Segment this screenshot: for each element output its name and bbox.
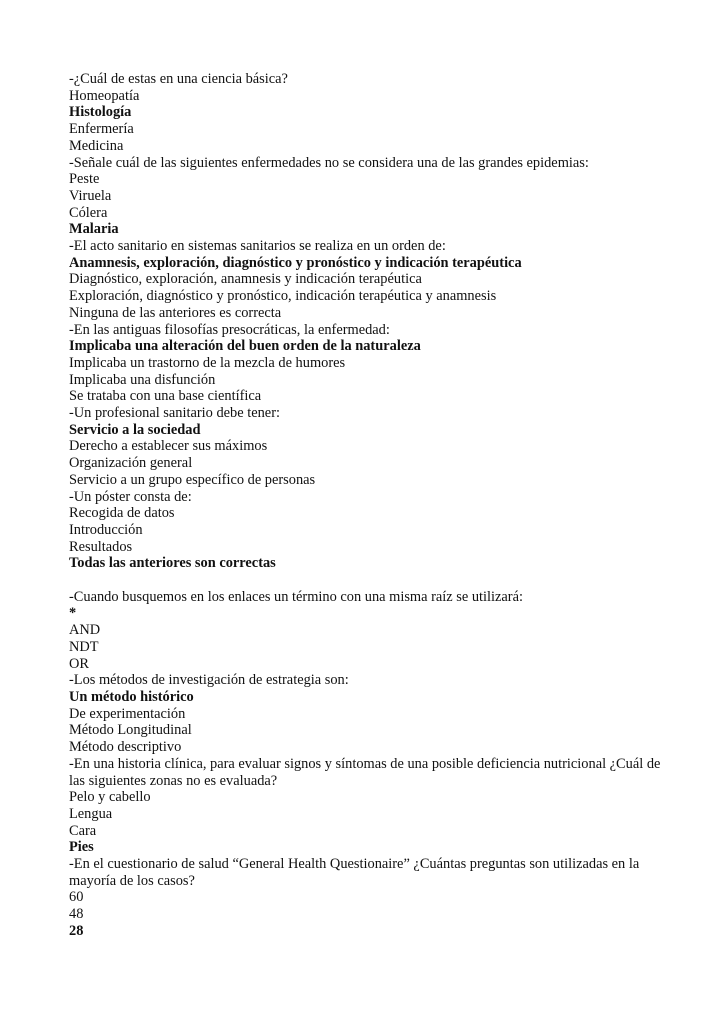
correct-answer: Pies <box>69 839 94 856</box>
answer-option: Implicaba una disfunción <box>69 371 216 388</box>
correct-answer: * <box>69 605 77 622</box>
correct-answer: Anamnesis, exploración, diagnóstico y pronóstico y indicación terapéutica <box>69 254 522 271</box>
answer-option: Homeopatía <box>69 87 140 104</box>
answer-option: Cólera <box>69 204 108 221</box>
correct-answer: Un método histórico <box>69 689 194 705</box>
question-text: -En las antiguas filosofías presocráticas, la enfermedad: <box>69 321 390 338</box>
question-block <box>69 405 669 489</box>
blank-line <box>69 572 669 589</box>
question-text: -En el cuestionario de salud “General Health Questionaire” ¿Cuántas preguntas son utilizadas en la mayoría de los casos? <box>69 856 640 889</box>
answer-option: Pelo y cabello <box>69 789 151 806</box>
question-text: -Los métodos de investigación de estrategia son: <box>69 672 349 689</box>
answer-option: Derecho a establecer sus máximos <box>69 438 268 455</box>
document-page <box>69 71 669 940</box>
question-text: -¿Cuál de estas en una ciencia básica? <box>69 71 288 87</box>
answer-option: Resultados <box>69 538 133 555</box>
question-block <box>69 71 669 155</box>
answer-option: Método descriptivo <box>69 739 182 756</box>
correct-answer: Servicio a la sociedad <box>69 421 201 438</box>
answer-option: Ninguna de las anteriores es correcta <box>69 304 282 321</box>
answer-option: Exploración, diagnóstico y pronóstico, indicación terapéutica y anamnesis <box>69 288 497 305</box>
answer-option: 60 <box>69 889 84 906</box>
question-block <box>69 856 669 940</box>
question-block <box>69 589 669 673</box>
answer-option: OR <box>69 655 89 672</box>
answer-option: Implicaba un trastorno de la mezcla de humores <box>69 354 346 371</box>
correct-answer: Malaria <box>69 221 119 238</box>
question-block <box>69 155 669 239</box>
correct-answer: Histología <box>69 104 132 121</box>
answer-option: Peste <box>69 171 100 188</box>
answer-option: Medicina <box>69 137 124 154</box>
question-block <box>69 672 669 756</box>
question-text: -El acto sanitario en sistemas sanitarios se realiza en un orden de: <box>69 238 446 255</box>
question-text: -En una historia clínica, para evaluar signos y síntomas de una posible deficiencia nutricional ¿Cuál de las siguientes zonas no es evaluada? <box>69 755 661 789</box>
question-block <box>69 756 669 856</box>
question-block <box>69 238 669 322</box>
answer-option: Lengua <box>69 805 113 822</box>
correct-answer: 28 <box>69 922 84 939</box>
correct-answer: Todas las anteriores son correctas <box>69 555 276 572</box>
question-text: -Un profesional sanitario debe tener: <box>69 405 280 422</box>
question-block <box>69 489 669 589</box>
answer-option: De experimentación <box>69 705 186 722</box>
answer-option: Diagnóstico, exploración, anamnesis y indicación terapéutica <box>69 271 422 288</box>
answer-option: Método Longitudinal <box>69 722 192 739</box>
answer-option: Enfermería <box>69 121 134 138</box>
answer-option: Servicio a un grupo específico de personas <box>69 471 316 488</box>
question-text: -Señale cuál de las siguientes enfermedades no se considera una de las grandes epidemias: <box>69 154 589 171</box>
question-block <box>69 322 669 406</box>
question-text: -Cuando busquemos en los enlaces un término con una misma raíz se utilizará: <box>69 588 523 605</box>
answer-option: NDT <box>69 638 99 655</box>
answer-option: Introducción <box>69 521 143 538</box>
answer-option: Se trataba con una base científica <box>69 388 262 405</box>
answer-option: Viruela <box>69 187 112 204</box>
answer-option: Recogida de datos <box>69 505 175 522</box>
answer-option: Organización general <box>69 455 193 472</box>
correct-answer: Implicaba una alteración del buen orden de la naturaleza <box>69 338 421 355</box>
answer-option: AND <box>69 622 101 639</box>
answer-option: 48 <box>69 906 84 923</box>
question-text: -Un póster consta de: <box>69 488 192 505</box>
answer-option: Cara <box>69 822 97 839</box>
